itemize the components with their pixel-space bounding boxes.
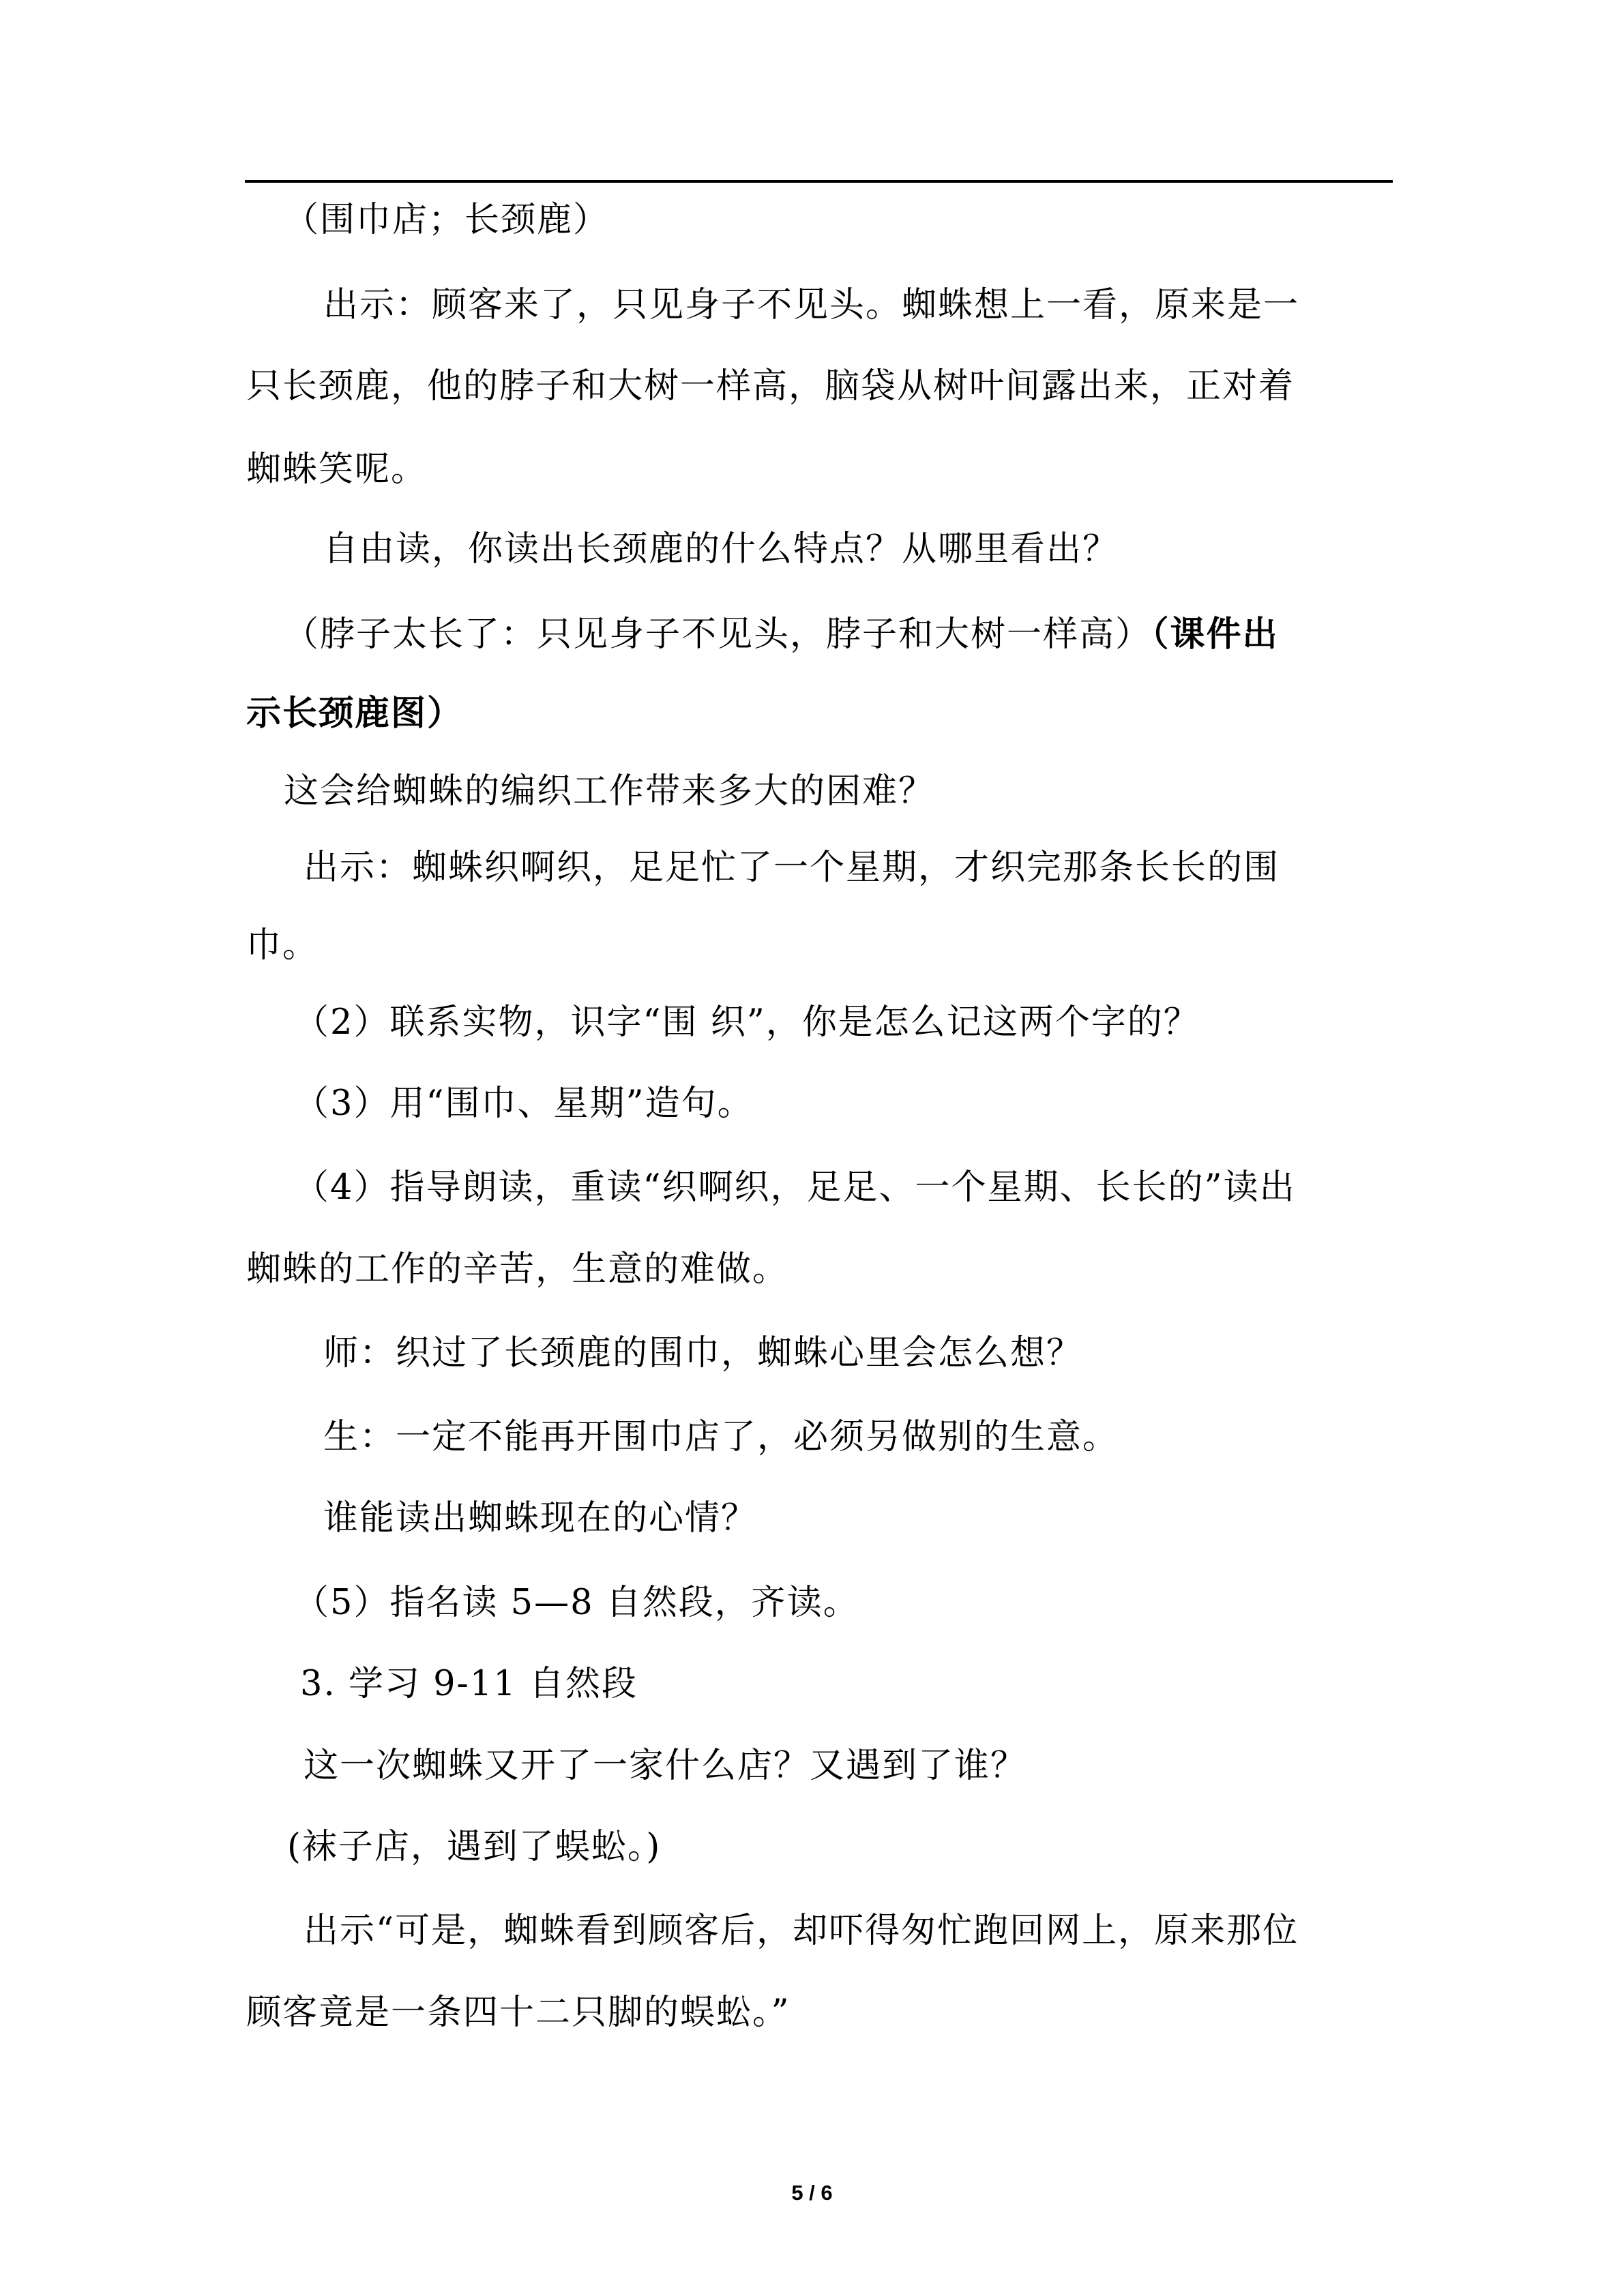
- text-line-bold: （课件出: [1151, 614, 1279, 655]
- text-line: [284, 610, 1279, 659]
- text-line: 3. 学习 9-11 自然段: [300, 1664, 638, 1704]
- text-line: 巾。: [246, 925, 319, 966]
- page-number: 5 / 6: [791, 2181, 833, 2205]
- text-line: 出示：蜘蛛织啊织，足足忙了一个星期，才织完那条长长的围: [304, 848, 1280, 888]
- text-line: （围巾店；长颈鹿）: [284, 200, 610, 240]
- text-line: 这会给蜘蛛的编织工作带来多大的困难？: [284, 771, 935, 811]
- text-line: （4）指导朗读，重读“织啊织，足足、一个星期、长长的”读出: [294, 1167, 1296, 1208]
- text-line: 这一次蜘蛛又开了一家什么店？又遇到了谁？: [304, 1746, 1027, 1786]
- text-line: 生：一定不能再开围巾店了，必须另做别的生意。: [323, 1417, 1119, 1457]
- text-line: （3）用“围巾、星期”造句。: [294, 1084, 754, 1124]
- text-line: (袜子店，遇到了蜈蚣。): [287, 1827, 662, 1867]
- text-line: （5）指名读 5—8 自然段，齐读。: [294, 1583, 859, 1623]
- text-line: 自由读，你读出长颈鹿的什么特点？从哪里看出？: [323, 529, 1119, 569]
- text-line: 蜘蛛笑呢。: [246, 449, 428, 490]
- text-line: 出示：顾客来了，只见身子不见头。蜘蛛想上一看，原来是一: [323, 285, 1300, 325]
- header-rule: [245, 180, 1393, 183]
- text-line: 蜘蛛的工作的辛苦，生意的难做。: [246, 1249, 789, 1289]
- text-line: 示长颈鹿图）: [246, 693, 464, 734]
- text-line: 师：织过了长颈鹿的围巾，蜘蛛心里会怎么想？: [323, 1333, 1083, 1373]
- text-line: 谁能读出蜘蛛现在的心情？: [323, 1498, 758, 1538]
- text-line: 只长颈鹿，他的脖子和大树一样高，脑袋从树叶间露出来，正对着: [246, 366, 1295, 406]
- text-line: 出示“可是，蜘蛛看到顾客后，却吓得匆忙跑回网上，原来那位: [304, 1911, 1299, 1951]
- text-line: 顾客竟是一条四十二只脚的蜈蚣。”: [246, 1993, 791, 2033]
- text-line: （2）联系实物，识字“围 织”，你是怎么记这两个字的？: [294, 1002, 1200, 1043]
- text-line-normal: （脖子太长了：只见身子不见头，脖子和大树一样高）: [284, 614, 1152, 655]
